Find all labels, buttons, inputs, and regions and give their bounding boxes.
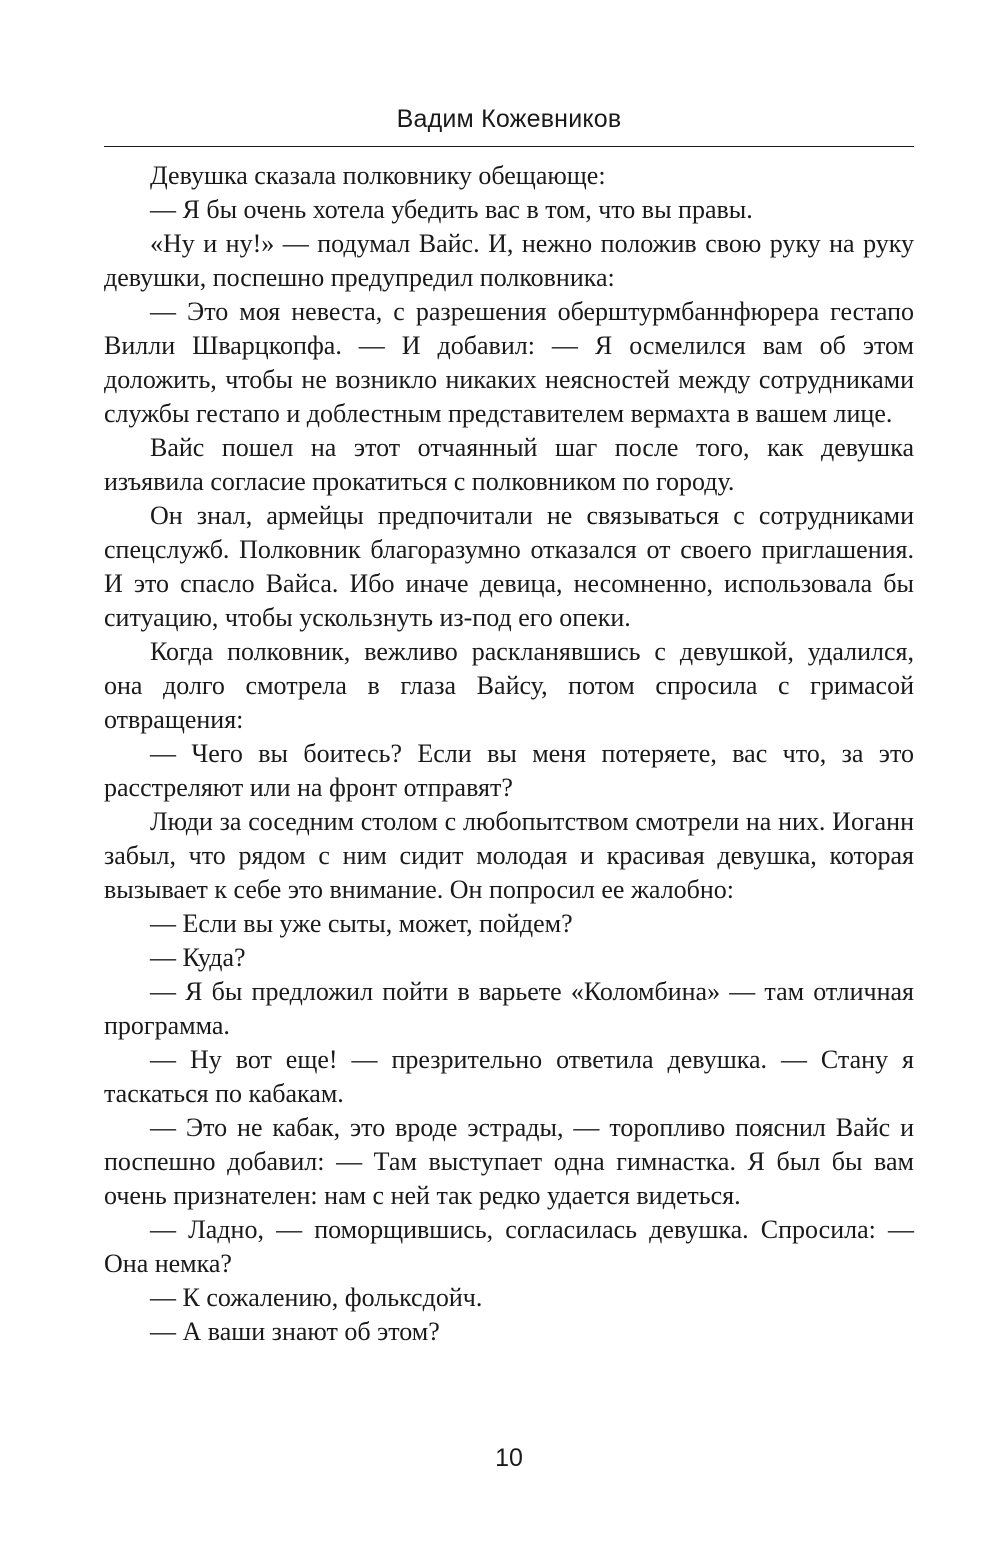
paragraph: Люди за соседним столом с любопытством смотрели на них. Иоганн забыл, что рядом с ним сидит молодая и красивая девушка, которая вызывает к себе это внимание. Он попросил ее жалобно: [104, 807, 914, 904]
paragraph: — Куда? [150, 943, 246, 972]
page-number: 10 [495, 1444, 523, 1472]
paragraph: Он знал, армейцы предпочитали не связываться с сотрудниками спецслужб. Полковник благоразумно отказался от своего приглашения. И это спасло Вайса. Ибо иначе девица, несомненно, использовала бы ситуацию, чтобы ускользнуть из-под его опеки. [104, 501, 914, 632]
paragraph: Когда полковник, вежливо раскланявшись с девушкой, удалился, она долго смотрела в глаза Вайсу, потом спросила с гримасой отвращения: [104, 637, 914, 734]
paragraph: — Ладно, — поморщившись, согласилась девушка. Спросила: — Она немка? [104, 1215, 914, 1278]
paragraph: — Ну вот еще! — презрительно ответила девушка. — Стану я таскаться по кабакам. [104, 1045, 914, 1108]
body-text [104, 159, 914, 1349]
header-rule [104, 146, 914, 147]
paragraph: — Если вы уже сыты, может, пойдем? [150, 909, 573, 938]
paragraph: — Это моя невеста, с разрешения оберштурмбаннфюрера гестапо Вилли Шварцкопфа. — И добавил: — Я осмелился вам об этом доложить, чтобы не возникло никаких неясностей между сотрудниками службы гестапо и доблестным представителем вермахта в вашем лице. [104, 297, 914, 428]
paragraph: — Я бы предложил пойти в варьете «Коломбина» — там отличная программа. [104, 977, 914, 1040]
paragraph: — Это не кабак, это вроде эстрады, — торопливо пояснил Вайс и поспешно добавил: — Там выступает одна гимнастка. Я был бы вам очень признателен: нам с ней так редко удается видеться. [104, 1113, 914, 1210]
paragraph: — Я бы очень хотела убедить вас в том, что вы правы. [150, 195, 753, 224]
running-head-author: Вадим Кожевников [396, 105, 622, 133]
paragraph: — Чего вы боитесь? Если вы меня потеряете, вас что, за это расстреляют или на фронт отправят? [104, 739, 914, 802]
paragraph: Вайс пошел на этот отчаянный шаг после того, как девушка изъявила согласие прокатиться с полковником по городу. [104, 433, 914, 496]
paragraph: — А ваши знают об этом? [150, 1317, 440, 1346]
paragraph: «Ну и ну!» — подумал Вайс. И, нежно положив свою руку на руку девушки, поспешно предупредил полковника: [104, 229, 914, 292]
paragraph: Девушка сказала полковнику обещающе: [150, 161, 606, 190]
paragraph: — К сожалению, фольксдойч. [150, 1283, 483, 1312]
